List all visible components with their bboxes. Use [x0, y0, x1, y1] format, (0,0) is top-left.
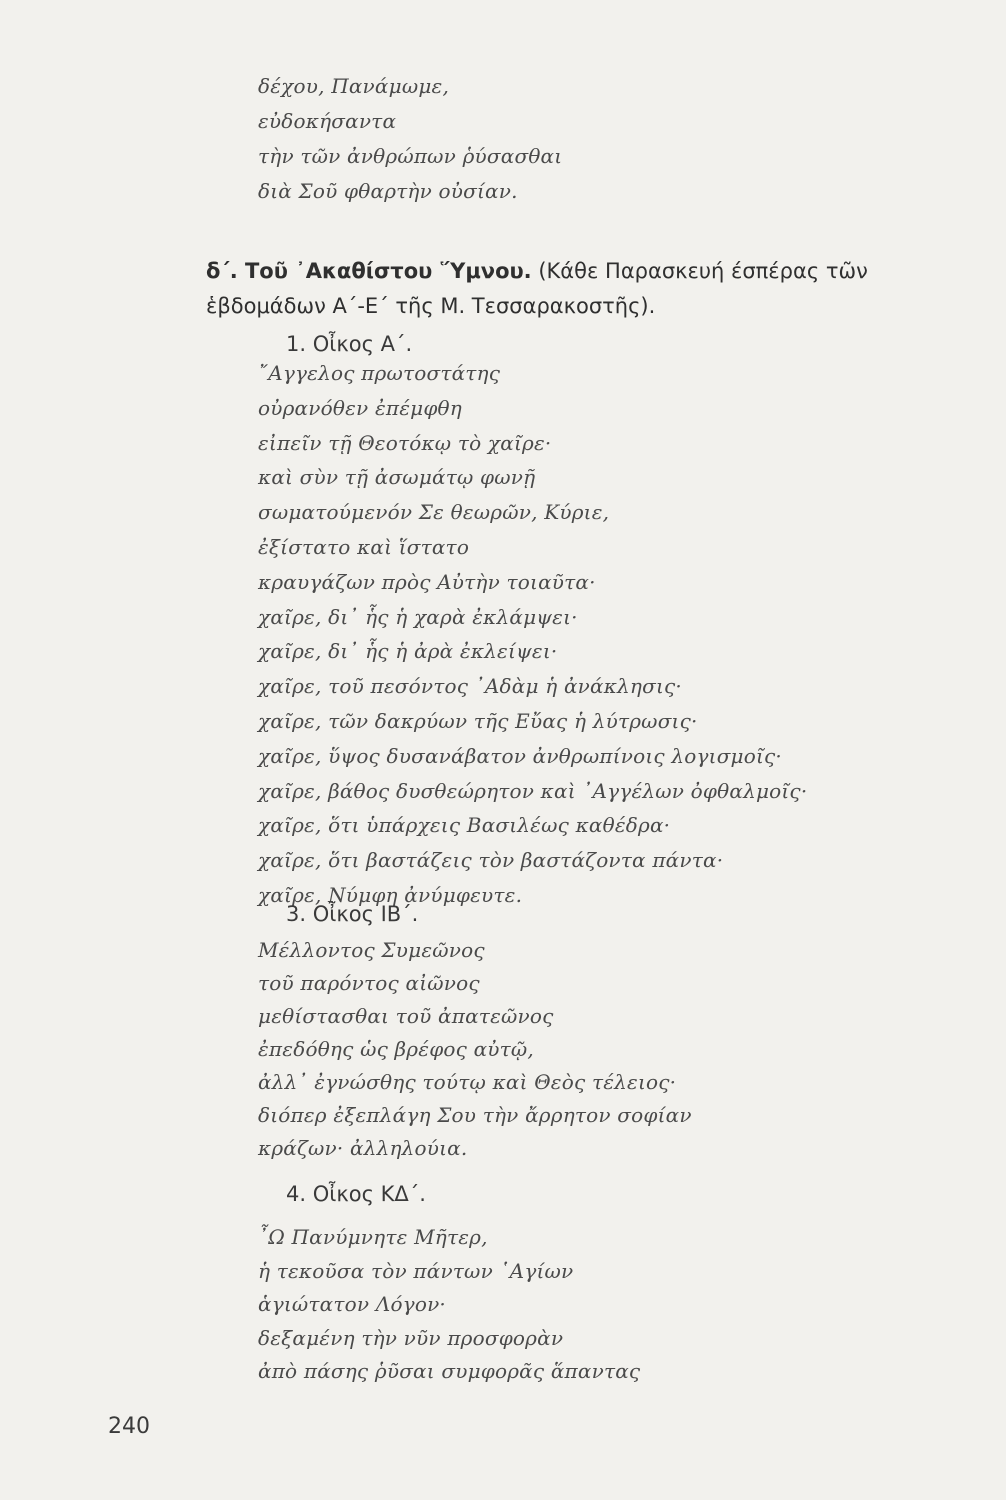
verse-line: χαῖρε, τῶν δακρύων τῆς Εὔας ἡ λύτρωσις·: [258, 708, 698, 733]
verse-line: σωματούμενόν Σε θεωρῶν, Κύριε,: [258, 500, 610, 525]
verse-line: χαῖρε, βάθος δυσθεώρητον καὶ ᾿Αγγέλων ὀφθαλμοῖς·: [258, 778, 808, 803]
verse-line: χαῖρε, δι᾿ ἧς ἡ χαρὰ ἐκλάμψει·: [258, 604, 578, 629]
section-note: (Κάθε Παρασκευή έσπέρας τῶν ἑβδομάδων Α΄-Ε΄ τῆς Μ. Τεσσαρακοστῆς).: [206, 259, 868, 318]
verse-line: ἡ τεκοῦσα τὸν πάντων ῾Αγίων: [258, 1258, 574, 1283]
verse-line: χαῖρε, τοῦ πεσόντος ᾿Αδὰμ ἡ ἀνάκλησις·: [258, 674, 682, 699]
verse-line: χαῖρε, ὅτι βαστάζεις τὸν βαστάζοντα πάντα·: [258, 848, 724, 873]
verse-line: ῏Ω Πανύμνητε Μῆτερ,: [258, 1225, 488, 1249]
oikos-3-heading: 3. Οἶκος ΙΒ΄.: [286, 902, 419, 926]
verse-line: τὴν τῶν ἀνθρώπων ῥύσασθαι: [258, 143, 563, 168]
verse-line: δέχου, Πανάμωμε,: [258, 74, 450, 98]
verse-line: ῎Αγγελος πρωτοστάτης: [258, 361, 501, 385]
section-heading: [206, 254, 906, 324]
oikos-4-heading: 4. Οἶκος ΚΔ΄.: [286, 1182, 426, 1206]
verse-line: διὰ Σοῦ φθαρτὴν οὐσίαν.: [258, 178, 518, 203]
continued-verse: [258, 69, 562, 209]
verse-line: ἐπεδόθης ὡς βρέφος αὐτῷ,: [258, 1037, 534, 1061]
verse-line: εἰπεῖν τῇ Θεοτόκῳ τὸ χαῖρε·: [258, 430, 552, 455]
verse-line: κραυγάζων πρὸς Αὐτὴν τοιαῦτα·: [258, 569, 596, 594]
verse-line: μεθίστασθαι τοῦ ἀπατεῶνος: [258, 1004, 554, 1028]
oikos-4-verse: [258, 1221, 640, 1389]
oikos-3-verse: [258, 934, 692, 1165]
verse-line: τοῦ παρόντος αἰῶνος: [258, 971, 480, 995]
page-number: 240: [108, 1414, 150, 1439]
verse-line: χαῖρε, ὕψος δυσανάβατον ἀνθρωπίνοις λογισμοῖς·: [258, 743, 782, 768]
verse-line: χαῖρε, Νύμφη ἀνύμφευτε.: [258, 882, 523, 907]
oikos-1-heading: 1. Οἶκος Α΄.: [286, 332, 413, 356]
oikos-1-verse: [258, 356, 807, 913]
verse-line: ἀπὸ πάσης ῥῦσαι συμφορᾶς ἅπαντας: [258, 1359, 641, 1383]
verse-line: διόπερ ἐξεπλάγη Σου τὴν ἄρρητον σοφίαν: [258, 1103, 692, 1127]
verse-line: χαῖρε, ὅτι ὑπάρχεις Βασιλέως καθέδρα·: [258, 813, 671, 838]
verse-line: καὶ σὺν τῇ ἀσωμάτῳ φωνῇ: [258, 465, 536, 490]
verse-line: ἁγιώτατον Λόγον·: [258, 1292, 446, 1316]
verse-line: ἐξίστατο καὶ ἵστατο: [258, 534, 470, 559]
verse-line: χαῖρε, δι᾿ ἧς ἡ ἀρὰ ἐκλείψει·: [258, 639, 558, 664]
section-title: δ΄. Τοῦ ᾿Ακαθίστου ῞Υμνου.: [206, 259, 532, 283]
verse-line: δεξαμένη τὴν νῦν προσφορὰν: [258, 1325, 564, 1350]
verse-line: οὐρανόθεν ἐπέμφθη: [258, 395, 462, 420]
verse-line: Μέλλοντος Συμεῶνος: [258, 938, 485, 962]
verse-line: κράζων· ἀλληλούια.: [258, 1136, 468, 1160]
verse-line: εὐδοκήσαντα: [258, 108, 397, 133]
verse-line: ἀλλ᾿ ἐγνώσθης τούτῳ καὶ Θεὸς τέλειος·: [258, 1070, 677, 1094]
